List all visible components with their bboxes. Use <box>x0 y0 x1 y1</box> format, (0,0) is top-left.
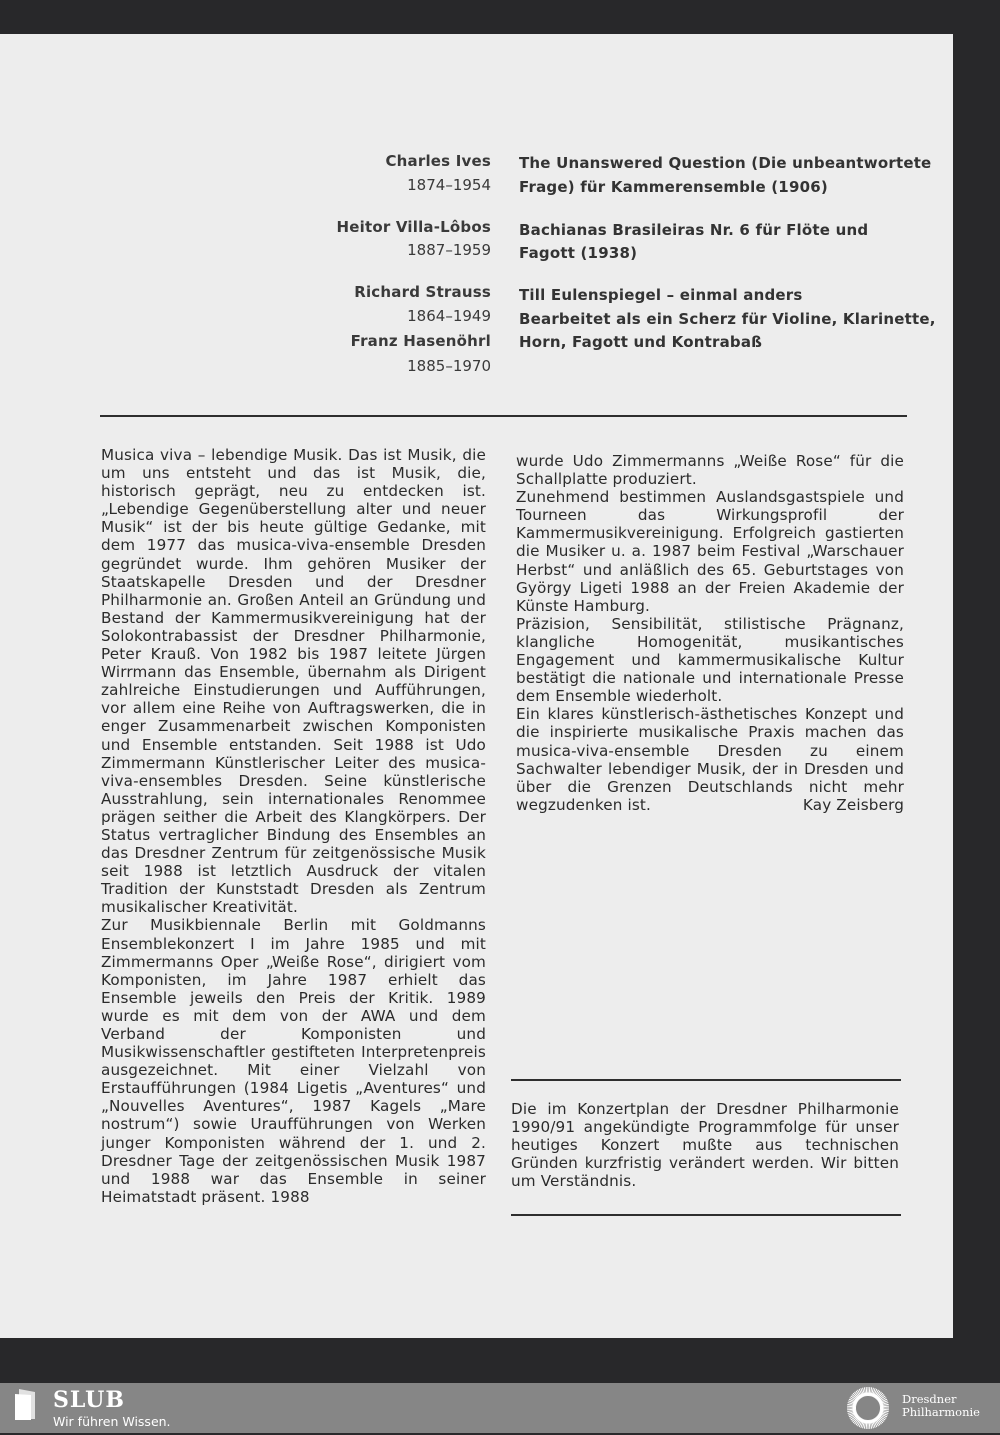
program-change-notice: Die im Konzertplan der Dresdner Philharmonie 1990/91 angekündigte Programmfolge für unser heutiges Konzert mußte aus technischen Gründen kurzfristig verändert werden. Wir bitten um Verständnis. <box>511 1100 899 1191</box>
article-left-column <box>101 446 486 1206</box>
article-paragraph-text: Ein klares künstlerisch-ästhetisches Konzept und die inspirierte musikalische Praxis machen das musica-viva-ensemble Dresden zu einem Sachwalter lebendiger Musik, der in Dresden und über die Grenzen Deutschlands nicht mehr wegzudenken ist. <box>516 705 904 814</box>
work-title-line: Fagott (1938) <box>519 244 638 262</box>
composer-name: Charles Ives <box>385 152 491 170</box>
section-divider <box>100 415 907 417</box>
article-paragraph: Präzision, Sensibilität, stilistische Prägnanz, klangliche Homogenität, musikantisches Engagement und kammermusikalische Kultur bestätigt die nationale und internationale Presse dem Ensemble wiederholt. <box>516 614 904 706</box>
document-page <box>0 34 953 1338</box>
work-subtitle-line: Bearbeitet als ein Scherz für Violine, Klarinette, <box>519 310 936 328</box>
work-title-line: The Unanswered Question (Die unbeantwortete <box>519 154 932 172</box>
article-paragraph: Zur Musikbiennale Berlin mit Goldmanns Ensemblekonzert I im Jahre 1985 und mit Zimmermanns Oper „Weiße Rose“, dirigiert vom Komponisten, im Jahre 1987 erhielt das Ensemble jeweils den Preis der Kritik. 1989 wurde es mit dem von der AWA und dem Verband der Komponisten und Musikwissenschaftler gestifteten Interpretenpreis ausgezeichnet. Mit einer Vielzahl von Erstaufführungen (1984 Ligetis „Aventures“ und „Nouvelles Aventures“, 1987 Kagels „Mare nostrum“) sowie Uraufführungen von Werken junger Komponisten während der 1. und 2. Dresdner Tage der zeitgenössischen Musik 1987 und 1988 war das Ensemble in seiner Heimatstadt präsent. 1988 <box>101 916 486 1206</box>
philharmonie-logo-text <box>902 1393 980 1419</box>
work-title-line: Bachianas Brasileiras Nr. 6 für Flöte und <box>519 221 869 239</box>
slub-logo-title: SLUB <box>53 1387 125 1413</box>
work-title-line: Till Eulenspiegel – einmal anders <box>519 286 803 304</box>
composer-name: Heitor Villa-Lôbos <box>336 218 491 236</box>
author-signature: Kay Zeisberg <box>802 795 904 814</box>
philharmonie-logo-line: Philharmonie <box>902 1405 980 1419</box>
composer-name: Richard Strauss <box>354 283 491 301</box>
composer-dates: 1874–1954 <box>407 176 491 194</box>
footer-bar <box>0 1383 1000 1433</box>
composer-dates: 1864–1949 <box>407 307 491 325</box>
sunburst-ring-icon <box>840 1385 896 1431</box>
article-paragraph <box>516 705 904 814</box>
work-subtitle-line: Horn, Fagott und Kontrabaß <box>519 333 763 351</box>
article-paragraph: wurde Udo Zimmermanns „Weiße Rose“ für die Schallplatte produziert. <box>516 452 904 489</box>
composer-dates: 1887–1959 <box>407 241 491 259</box>
article-right-column <box>516 452 904 814</box>
notice-top-rule <box>511 1079 901 1081</box>
notice-bottom-rule <box>511 1214 901 1216</box>
work-title-line: Frage) für Kammerensemble (1906) <box>519 178 828 196</box>
slub-tagline: Wir führen Wissen. <box>53 1414 171 1429</box>
composer-name: Franz Hasenöhrl <box>350 332 491 350</box>
book-pages-icon <box>13 1387 39 1421</box>
philharmonie-logo-line: Dresdner <box>902 1392 957 1406</box>
article-paragraph: Musica viva – lebendige Musik. Das ist Musik, die um uns entsteht und das ist Musik, die, historisch geprägt, neu zu entdecken ist. „Lebendige Gegenüberstellung alter und neuer Musik“ ist der bis heute gültige Gedanke, mit dem 1977 das musica-viva-ensemble Dresden gegründet wurde. Ihm gehören Musiker der Staatskapelle Dresden und der Dresdner Philharmonie an. Großen Anteil an Gründung und Bestand der Kammermusikvereinigung hat der Solokontrabassist der Dresdner Philharmonie, Peter Krauß. Von 1982 bis 1987 leitete Jürgen Wirrmann das Ensemble, übernahm als Dirigent zahlreiche Einstudierungen und Aufführungen, vor allem eine Reihe von Auftragswerken, die in enger Zusammenarbeit zwischen Komponisten und Ensemble entstanden. Seit 1988 ist Udo Zimmermann Künstlerischer Leiter des musica-viva-ensembles Dresden. Seine künstlerische Ausstrahlung, sein internationales Renommee prägen seither die Arbeit des Klangkörpers. Der Status vertraglicher Bindung des Ensembles an das Dresdner Zentrum für zeitgenössische Musik seit 1988 ist letztlich Ausdruck der vitalen Tradition der Kunststadt Dresden als Zentrum musikalischer Kreativität. <box>101 446 486 917</box>
article-paragraph: Zunehmend bestimmen Auslandsgastspiele und Tourneen das Wirkungsprofil der Kammermusikvereinigung. Erfolgreich gastierten die Musiker u. a. 1987 beim Festival „Warschauer Herbst“ und anläßlich des 65. Geburtstages von György Ligeti 1988 an der Freien Akademie der Künste Hamburg. <box>516 488 904 615</box>
composer-dates: 1885–1970 <box>407 357 491 375</box>
